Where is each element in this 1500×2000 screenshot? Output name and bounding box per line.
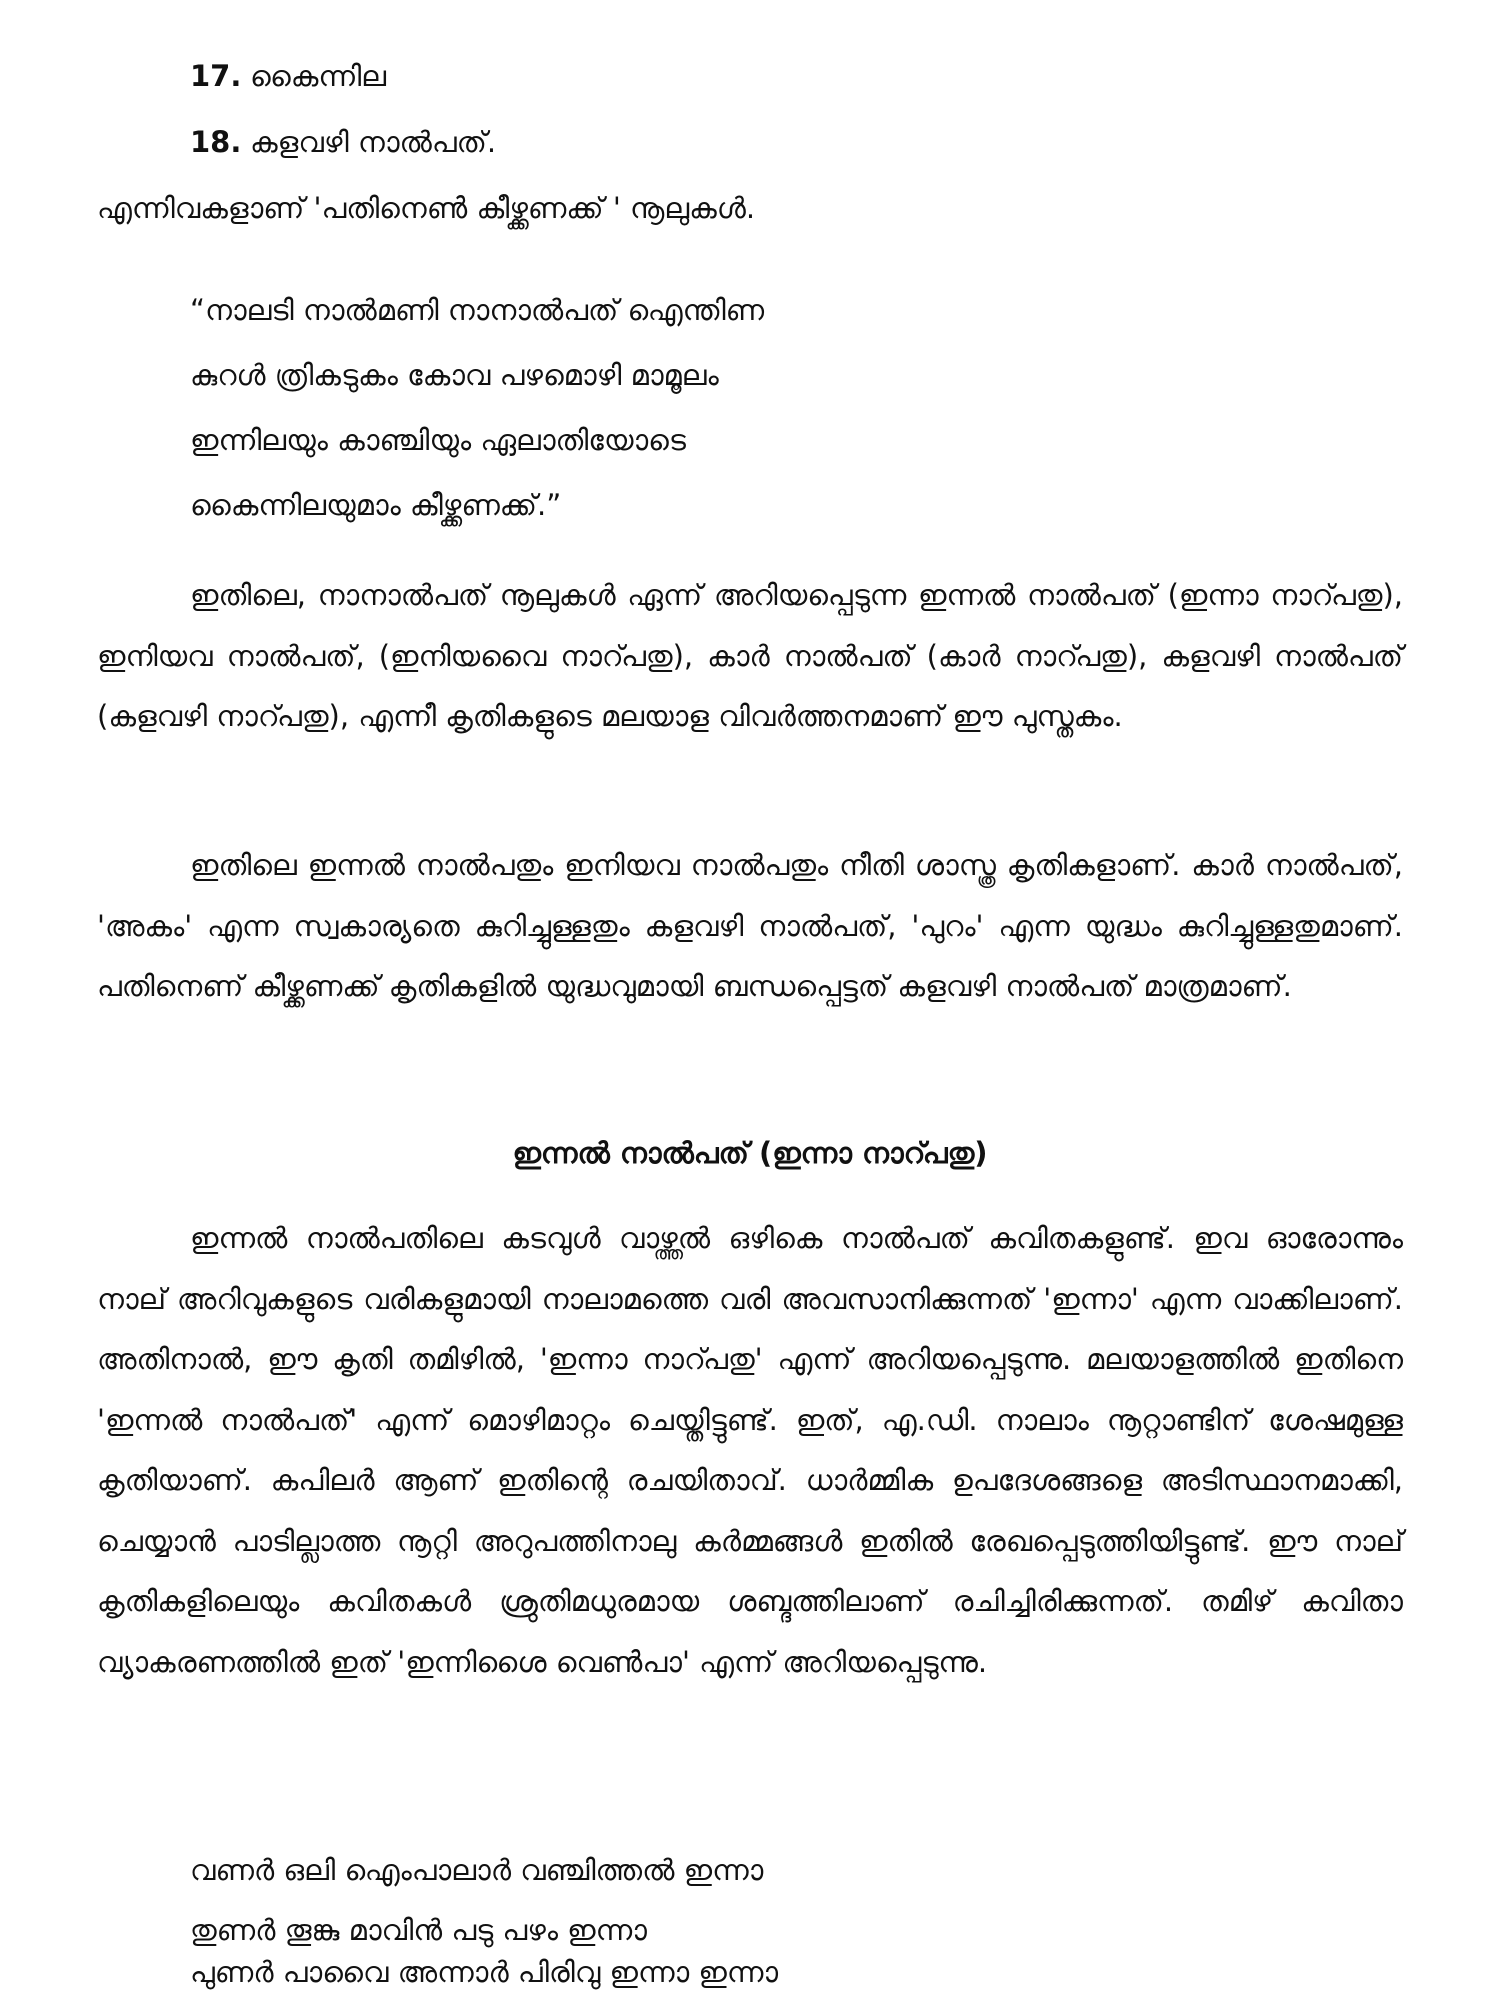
list-text: കൈന്നില xyxy=(250,59,387,93)
verse-line: “നാലടി നാൽമണി നാനാൽപത് ഐന്തിണ xyxy=(190,293,765,327)
verse-line: കുറൾ ത്രികടുകം കോവ പഴമൊഴി മാമൂലം xyxy=(190,358,719,392)
verse-line: ഇന്നിലയും കാഞ്ചിയും ഏലാതിയോടെ xyxy=(190,423,686,457)
verse-line: തുണർ തൂങ്കു മാവിൻ പടു പഴം ഇന്നാ xyxy=(190,1913,647,1947)
list-number: 17. xyxy=(190,59,242,93)
paragraph xyxy=(97,835,1403,1017)
verse-line: വണർ ഒലി ഐംപാലാർ വഞ്ചിത്തൽ ഇന്നാ xyxy=(190,1853,764,1887)
list-text: കളവഴി നാൽപത്. xyxy=(250,125,497,159)
list-item xyxy=(190,122,496,162)
section-heading: ഇന്നൽ നാൽപത് (ഇന്നാ നാറ്പതു) xyxy=(512,1136,988,1170)
paragraph xyxy=(97,565,1403,747)
paragraph-text: ഇന്നൽ നാൽപതിലെ കടവുൾ വാഴ്ത്തൽ ഒഴികെ നാൽപത് കവിതകളുണ്ട്. ഇവ ഓരോന്നും നാല് അറിവുകളുടെ വരികളുമായി നാലാമത്തെ വരി അവസാനിക്കുന്നത് 'ഇന്നാ' എന്ന വാക്കിലാണ്. അതിനാൽ, ഈ കൃതി തമിഴിൽ, 'ഇന്നാ നാറ്പതു' എന്ന് അറിയപ്പെടുന്നു. മലയാളത്തിൽ ഇതിനെ 'ഇന്നൽ നാൽപത്' എന്ന് മൊഴിമാറ്റം ചെയ്തിട്ടുണ്ട്. ഇത്, എ.ഡി. നാലാം നൂറ്റാണ്ടിന് ശേഷമുള്ള കൃതിയാണ്. കപിലർ ആണ് ഇതിന്റെ രചയിതാവ്. ധാർമ്മിക ഉപദേശങ്ങളെ അടിസ്ഥാനമാക്കി, ചെയ്യാൻ പാടില്ലാത്ത നൂറ്റി അറുപത്തിനാലു കർമ്മങ്ങൾ ഇതിൽ രേഖപ്പെടുത്തിയിട്ടുണ്ട്. ഈ നാല് കൃതികളിലെയും കവിതകൾ ശ്രുതിമധുരമായ ശബ്ദത്തിലാണ് രചിച്ചിരിക്കുന്നത്. തമിഴ് കവിതാ വ്യാകരണത്തിൽ ഇത് 'ഇന്നിശൈ വെൺപാ' എന്ന് അറിയപ്പെടുന്നു. xyxy=(97,1221,1403,1679)
verse-line: പുണർ പാവൈ അന്നാർ പിരിവു ഇന്നാ ഇന്നാ xyxy=(190,1955,779,1989)
list-number: 18. xyxy=(190,125,242,159)
paragraph-text: ഇതിലെ ഇന്നൽ നാൽപതും ഇനിയവ നാൽപതും നീതി ശാസ്ത്ര കൃതികളാണ്. കാർ നാൽപത്, 'അകം' എന്ന സ്വകാര്യതെ കുറിച്ചുള്ളതും കളവഴി നാൽപത്, 'പുറം' എന്ന യുദ്ധം കുറിച്ചുള്ളതുമാണ്. പതിനെണ് കീഴ്ക്കണക്ക് കൃതികളിൽ യുദ്ധവുമായി ബന്ധപ്പെട്ടത് കളവഴി നാൽപത് മാത്രമാണ്. xyxy=(97,848,1403,1003)
list-item xyxy=(190,56,386,96)
closing-line: എന്നിവകളാണ് 'പതിനെൺ കീഴ്ക്കണക്ക് ' നൂലുകൾ. xyxy=(97,191,756,225)
section-paragraph xyxy=(97,1208,1403,1692)
paragraph-text: ഇതിലെ, നാനാൽപത് നൂലുകൾ ഏന്ന് അറിയപ്പെടുന്ന ഇന്നൽ നാൽപത് (ഇന്നാ നാറ്പതു), ഇനിയവ നാൽപത്, (ഇനിയവൈ നാറ്പതു), കാർ നാൽപത് (കാർ നാറ്പതു), കളവഴി നാൽപത് (കളവഴി നാറ്പതു), എന്നീ കൃതികളുടെ മലയാള വിവർത്തനമാണ് ഈ പുസ്തകം. xyxy=(97,578,1403,733)
verse-line: കൈന്നിലയുമാം കീഴ്ക്കണക്ക്.” xyxy=(190,488,562,522)
